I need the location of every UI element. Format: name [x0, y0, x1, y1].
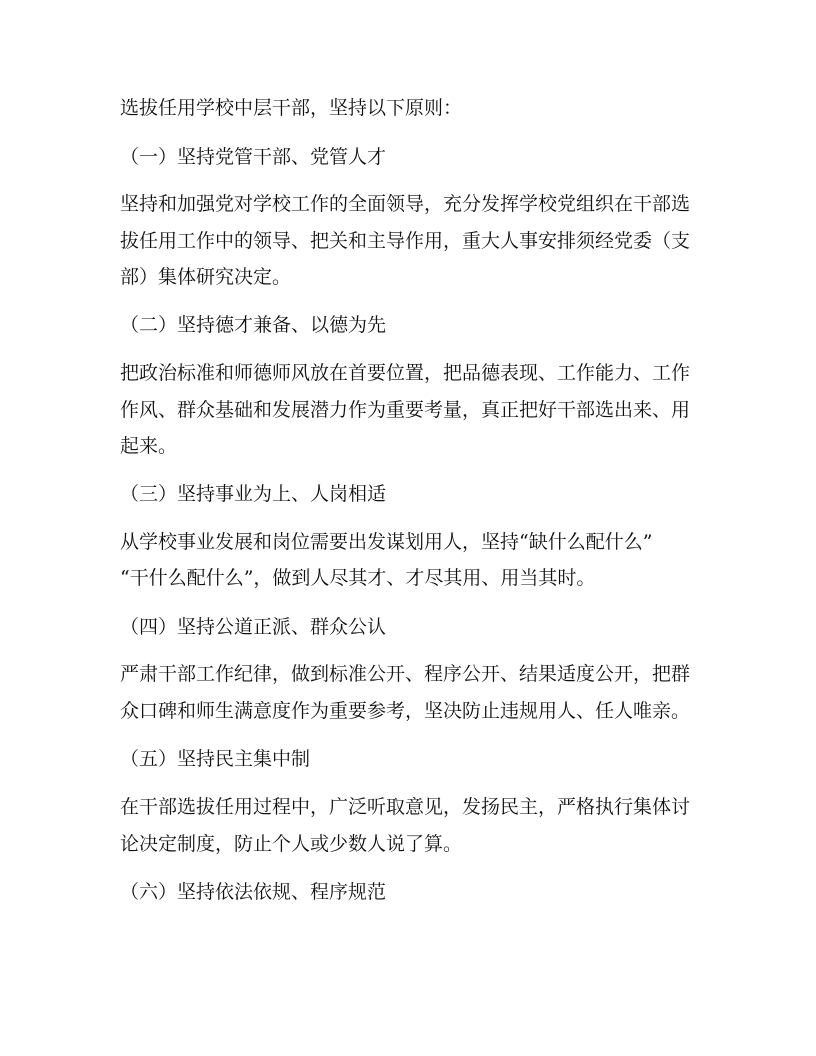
- section-4-line-1: 严肃干部工作纪律，做到标准公开、程序公开、结果适度公开，把群: [120, 663, 691, 685]
- section-heading-5: （五）坚持民主集中制: [120, 748, 311, 770]
- intro-text: 选拔任用学校中层干部，坚持以下原则：: [120, 97, 463, 119]
- section-3-line-2: “干什么配什么”，做到人尽其才、才尽其用、用当其时。: [120, 567, 596, 589]
- section-2-line-2: 作风、群众基础和发展潜力作为重要考量，真正把好干部选出来、用: [120, 399, 691, 421]
- section-heading-4: （四）坚持公道正派、群众公认: [120, 616, 387, 638]
- section-4-line-2: 众口碑和师生满意度作为重要参考，坚决防止违规用人、任人唯亲。: [120, 700, 691, 722]
- section-heading-6: （六）坚持依法依规、程序规范: [120, 881, 387, 903]
- section-1-line-2: 拔任用工作中的领导、把关和主导作用，重大人事安排须经党委（支: [120, 230, 691, 252]
- section-5-line-2: 论决定制度，防止个人或少数人说了算。: [120, 833, 463, 855]
- section-5-line-1: 在干部选拔任用过程中，广泛听取意见，发扬民主，严格执行集体讨: [120, 796, 691, 818]
- section-1-line-1: 坚持和加强党对学校工作的全面领导，充分发挥学校党组织在干部选: [120, 193, 691, 215]
- section-1-line-3: 部）集体研究决定。: [120, 266, 292, 288]
- section-3-line-1: 从学校事业发展和岗位需要出发谋划用人，坚持“缺什么配什么”: [120, 531, 653, 553]
- section-heading-3: （三）坚持事业为上、人岗相适: [120, 483, 387, 505]
- section-2-line-3: 起来。: [120, 435, 178, 457]
- section-2-line-1: 把政治标准和师德师风放在首要位置，把品德表现、工作能力、工作: [120, 362, 691, 384]
- section-heading-1: （一）坚持党管干部、党管人才: [120, 146, 387, 168]
- section-heading-2: （二）坚持德才兼备、以德为先: [120, 314, 387, 336]
